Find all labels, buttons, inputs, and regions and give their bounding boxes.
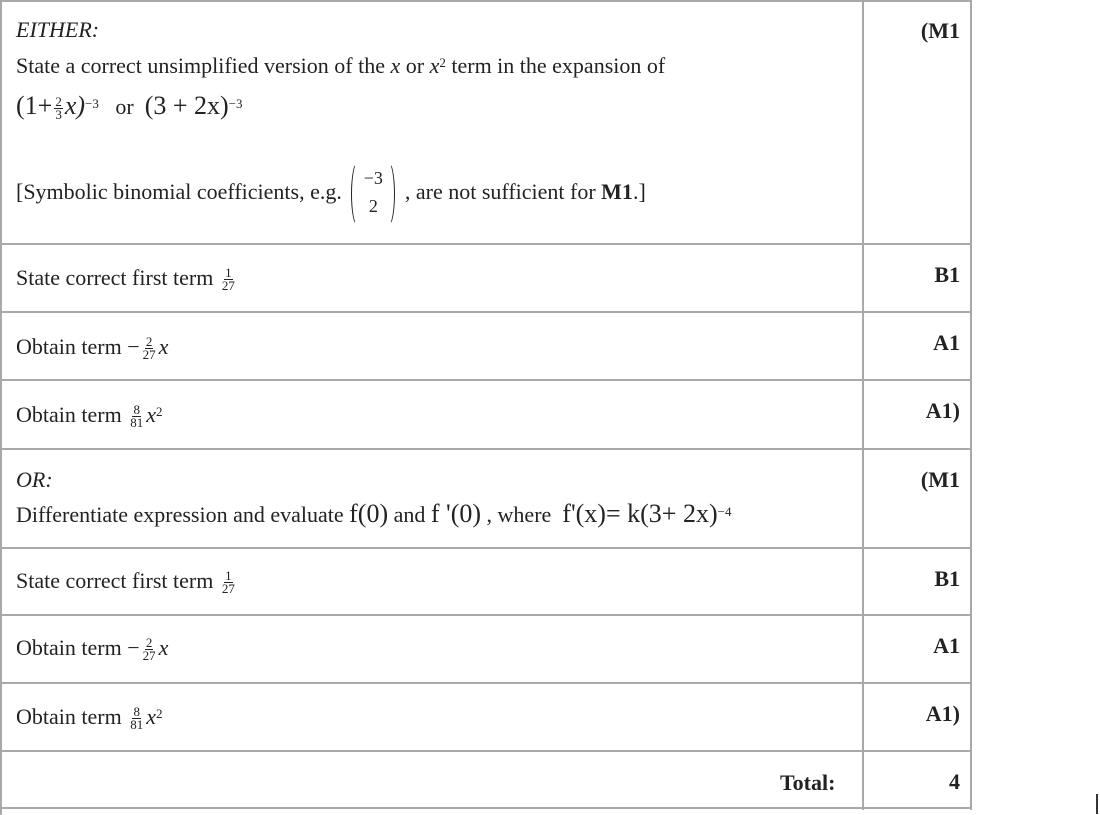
exponent: 2 bbox=[155, 706, 163, 721]
f-prime-zero: f '(0) bbox=[430, 499, 482, 528]
note-suffix: , are not sufficient for bbox=[404, 179, 596, 205]
mark-row: A1) bbox=[925, 398, 960, 423]
fraction bbox=[142, 336, 157, 361]
fraction bbox=[221, 570, 236, 595]
either-expression bbox=[16, 92, 243, 124]
row-label: Obtain term bbox=[16, 402, 122, 427]
table-left-border bbox=[0, 0, 2, 815]
mark-or-method: (M1 bbox=[920, 467, 960, 492]
expr1-open: (1+ bbox=[16, 91, 53, 120]
fraction bbox=[129, 706, 144, 731]
fraction-numerator: 2 bbox=[145, 635, 153, 651]
mark-row: A1 bbox=[933, 330, 960, 355]
instruction-text: State a correct unsimplified version of the bbox=[16, 53, 385, 78]
row-divider bbox=[0, 0, 972, 2]
fraction bbox=[129, 404, 144, 429]
row-label: State correct first term bbox=[16, 568, 214, 593]
fraction-numerator: 2 bbox=[145, 334, 153, 350]
and-text: and bbox=[393, 502, 426, 527]
exponent: −3 bbox=[228, 96, 243, 111]
or-instruction bbox=[16, 500, 731, 532]
row-label: Obtain term bbox=[16, 635, 122, 660]
mark-row: A1 bbox=[933, 633, 960, 658]
fraction-numerator: 1 bbox=[225, 568, 232, 584]
instruction-tail: term in the expansion of bbox=[451, 53, 666, 78]
row-label: Obtain term bbox=[16, 704, 122, 729]
table-column-divider bbox=[862, 0, 864, 810]
derivative-expression: f'(x)= k(3+ 2x) bbox=[562, 499, 718, 528]
total-value: 4 bbox=[949, 769, 960, 794]
or-row-1 bbox=[16, 567, 238, 595]
fraction-denominator: 81 bbox=[130, 717, 144, 733]
row-divider bbox=[0, 311, 972, 313]
or-row-3 bbox=[16, 703, 162, 734]
var-x: x bbox=[146, 704, 156, 729]
or-text: or bbox=[405, 53, 425, 78]
or-text: or bbox=[115, 94, 134, 119]
fraction bbox=[142, 637, 157, 662]
exponent: −3 bbox=[85, 96, 99, 111]
row-divider bbox=[0, 243, 972, 245]
row-divider bbox=[0, 379, 972, 381]
exponent: 2 bbox=[439, 55, 446, 70]
row-divider bbox=[0, 614, 972, 616]
fraction bbox=[221, 267, 236, 292]
var-x: x bbox=[158, 334, 169, 359]
or-heading: OR: bbox=[16, 467, 53, 492]
fraction-denominator: 27 bbox=[142, 347, 156, 363]
var-x: x bbox=[429, 53, 440, 78]
var-x: x bbox=[146, 402, 156, 427]
or-row-2 bbox=[16, 634, 168, 662]
or-text: Differentiate expression and evaluate bbox=[16, 502, 344, 527]
var-x: x bbox=[158, 635, 169, 660]
binom-bottom: 2 bbox=[368, 196, 378, 216]
expr1-var: x) bbox=[64, 91, 86, 120]
row-divider bbox=[0, 682, 972, 684]
binomial-coefficient bbox=[351, 162, 395, 226]
neg-sign: − bbox=[127, 635, 140, 660]
total-label: Total: bbox=[780, 770, 836, 795]
fraction-denominator: 27 bbox=[221, 581, 235, 597]
either-note bbox=[16, 162, 646, 226]
row-label: State correct first term bbox=[16, 265, 214, 290]
fraction-numerator: 8 bbox=[133, 704, 140, 720]
exponent: −4 bbox=[717, 504, 732, 519]
where-text: , where bbox=[486, 502, 552, 527]
table-right-border bbox=[970, 0, 972, 810]
exponent: 2 bbox=[155, 404, 163, 419]
fraction-denominator: 27 bbox=[142, 648, 156, 664]
note-prefix: [Symbolic binomial coefficients, e.g. bbox=[16, 179, 342, 205]
f-zero: f(0) bbox=[349, 499, 389, 528]
either-row-1 bbox=[16, 264, 238, 292]
neg-sign: − bbox=[127, 334, 140, 359]
fraction-denominator: 81 bbox=[130, 415, 144, 431]
row-divider bbox=[0, 750, 972, 752]
note-bold: M1 bbox=[601, 179, 633, 205]
row-divider bbox=[0, 807, 972, 809]
either-heading: EITHER: bbox=[16, 17, 100, 42]
binom-top: −3 bbox=[363, 168, 383, 188]
fraction-numerator: 1 bbox=[225, 265, 232, 281]
mark-row: B1 bbox=[934, 262, 960, 287]
fraction-numerator: 2 bbox=[55, 94, 62, 110]
row-divider bbox=[0, 547, 972, 549]
mark-row: B1 bbox=[934, 566, 960, 591]
either-instruction bbox=[16, 52, 665, 83]
either-row-2 bbox=[16, 333, 168, 361]
text-cursor bbox=[1096, 794, 1098, 814]
fraction bbox=[54, 96, 63, 121]
expr2: (3 + 2x) bbox=[144, 91, 229, 120]
mark-either-method: (M1 bbox=[920, 18, 960, 43]
fraction-numerator: 8 bbox=[133, 402, 140, 418]
mark-row: A1) bbox=[925, 701, 960, 726]
either-row-3 bbox=[16, 401, 162, 432]
fraction-denominator: 27 bbox=[221, 278, 235, 294]
row-divider bbox=[0, 448, 972, 450]
var-x: x bbox=[390, 53, 401, 78]
fraction-denominator: 3 bbox=[55, 107, 62, 123]
note-end: .] bbox=[632, 179, 646, 205]
row-label: Obtain term bbox=[16, 334, 122, 359]
